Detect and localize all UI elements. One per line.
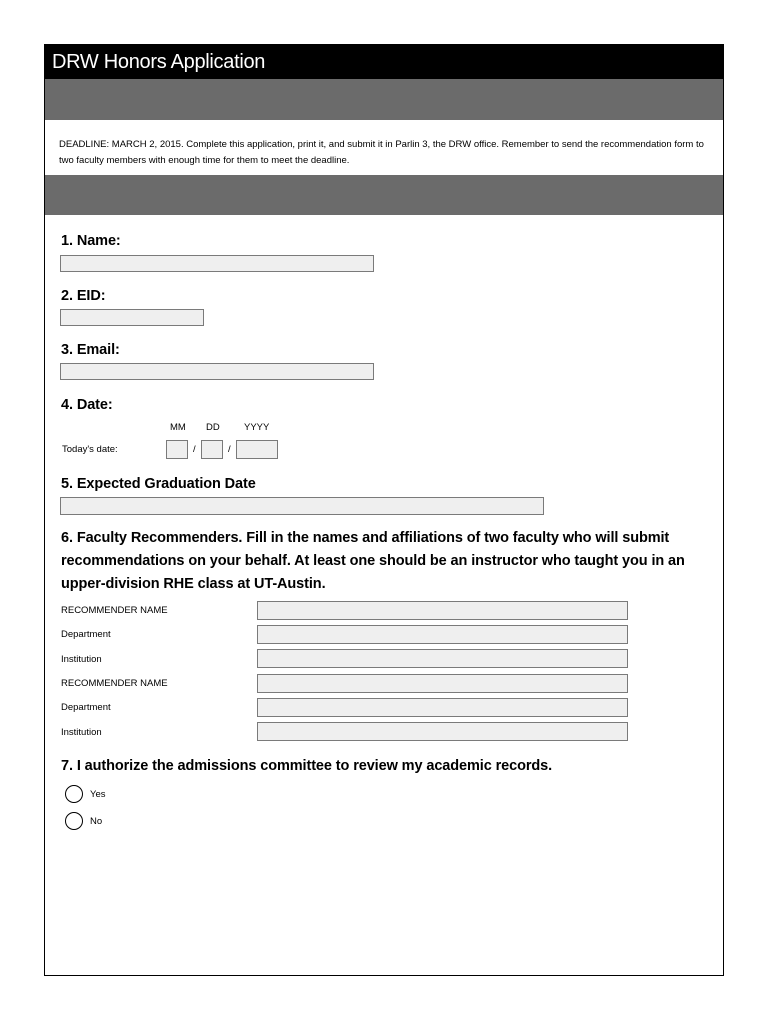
email-input[interactable]	[60, 363, 374, 380]
recommender-1-institution-input[interactable]	[257, 649, 628, 668]
section-band	[45, 175, 723, 215]
authorize-yes-radio[interactable]	[65, 785, 83, 803]
recommender-2-department-input[interactable]	[257, 698, 628, 717]
authorize-no-label: No	[90, 816, 103, 827]
recommender-1-name-input[interactable]	[257, 601, 628, 620]
recommender-1-department-input[interactable]	[257, 625, 628, 644]
eid-input[interactable]	[60, 309, 204, 326]
mm-label: MM	[170, 422, 186, 433]
name-input[interactable]	[60, 255, 374, 272]
name-heading: 1. Name:	[61, 233, 121, 249]
date-separator-2: /	[228, 444, 231, 455]
recommender-1-name-label: RECOMMENDER NAME	[61, 605, 168, 616]
deadline-text: DEADLINE: MARCH 2, 2015. Complete this application, print it, and submit it in Parlin 3, the DRW office. Remember to send the recommendation form to two faculty members with enough time for them to meet the deadline.	[59, 139, 704, 166]
header-band	[45, 79, 723, 120]
authorize-heading: 7. I authorize the admissions committee to review my academic records.	[61, 758, 553, 774]
recommender-2-institution-label: Institution	[61, 727, 102, 738]
authorize-no-radio[interactable]	[65, 812, 83, 830]
recommender-2-institution-input[interactable]	[257, 722, 628, 741]
recommender-1-institution-label: Institution	[61, 654, 102, 665]
authorize-yes-label: Yes	[90, 789, 106, 800]
day-input[interactable]	[201, 440, 223, 459]
form-title: DRW Honors Application	[45, 45, 723, 79]
recommender-2-name-input[interactable]	[257, 674, 628, 693]
dd-label: DD	[206, 422, 220, 433]
recommender-2-name-label: RECOMMENDER NAME	[61, 678, 168, 689]
graduation-heading: 5. Expected Graduation Date	[61, 476, 256, 492]
recommender-2-department-label: Department	[61, 702, 111, 713]
faculty-heading: 6. Faculty Recommenders. Fill in the names and affiliations of two faculty who will submit recommendations on your behalf. At least one should be an instructor who taught you in an upper-division RHE class at UT-Austin.	[61, 530, 685, 592]
yyyy-label: YYYY	[244, 422, 270, 433]
date-separator-1: /	[193, 444, 196, 455]
graduation-date-input[interactable]	[60, 497, 544, 515]
month-input[interactable]	[166, 440, 188, 459]
eid-heading: 2. EID:	[61, 288, 106, 304]
email-heading: 3. Email:	[61, 342, 120, 358]
recommender-1-department-label: Department	[61, 629, 111, 640]
year-input[interactable]	[236, 440, 278, 459]
date-heading: 4. Date:	[61, 397, 113, 413]
today-date-label: Today's date:	[62, 444, 118, 455]
